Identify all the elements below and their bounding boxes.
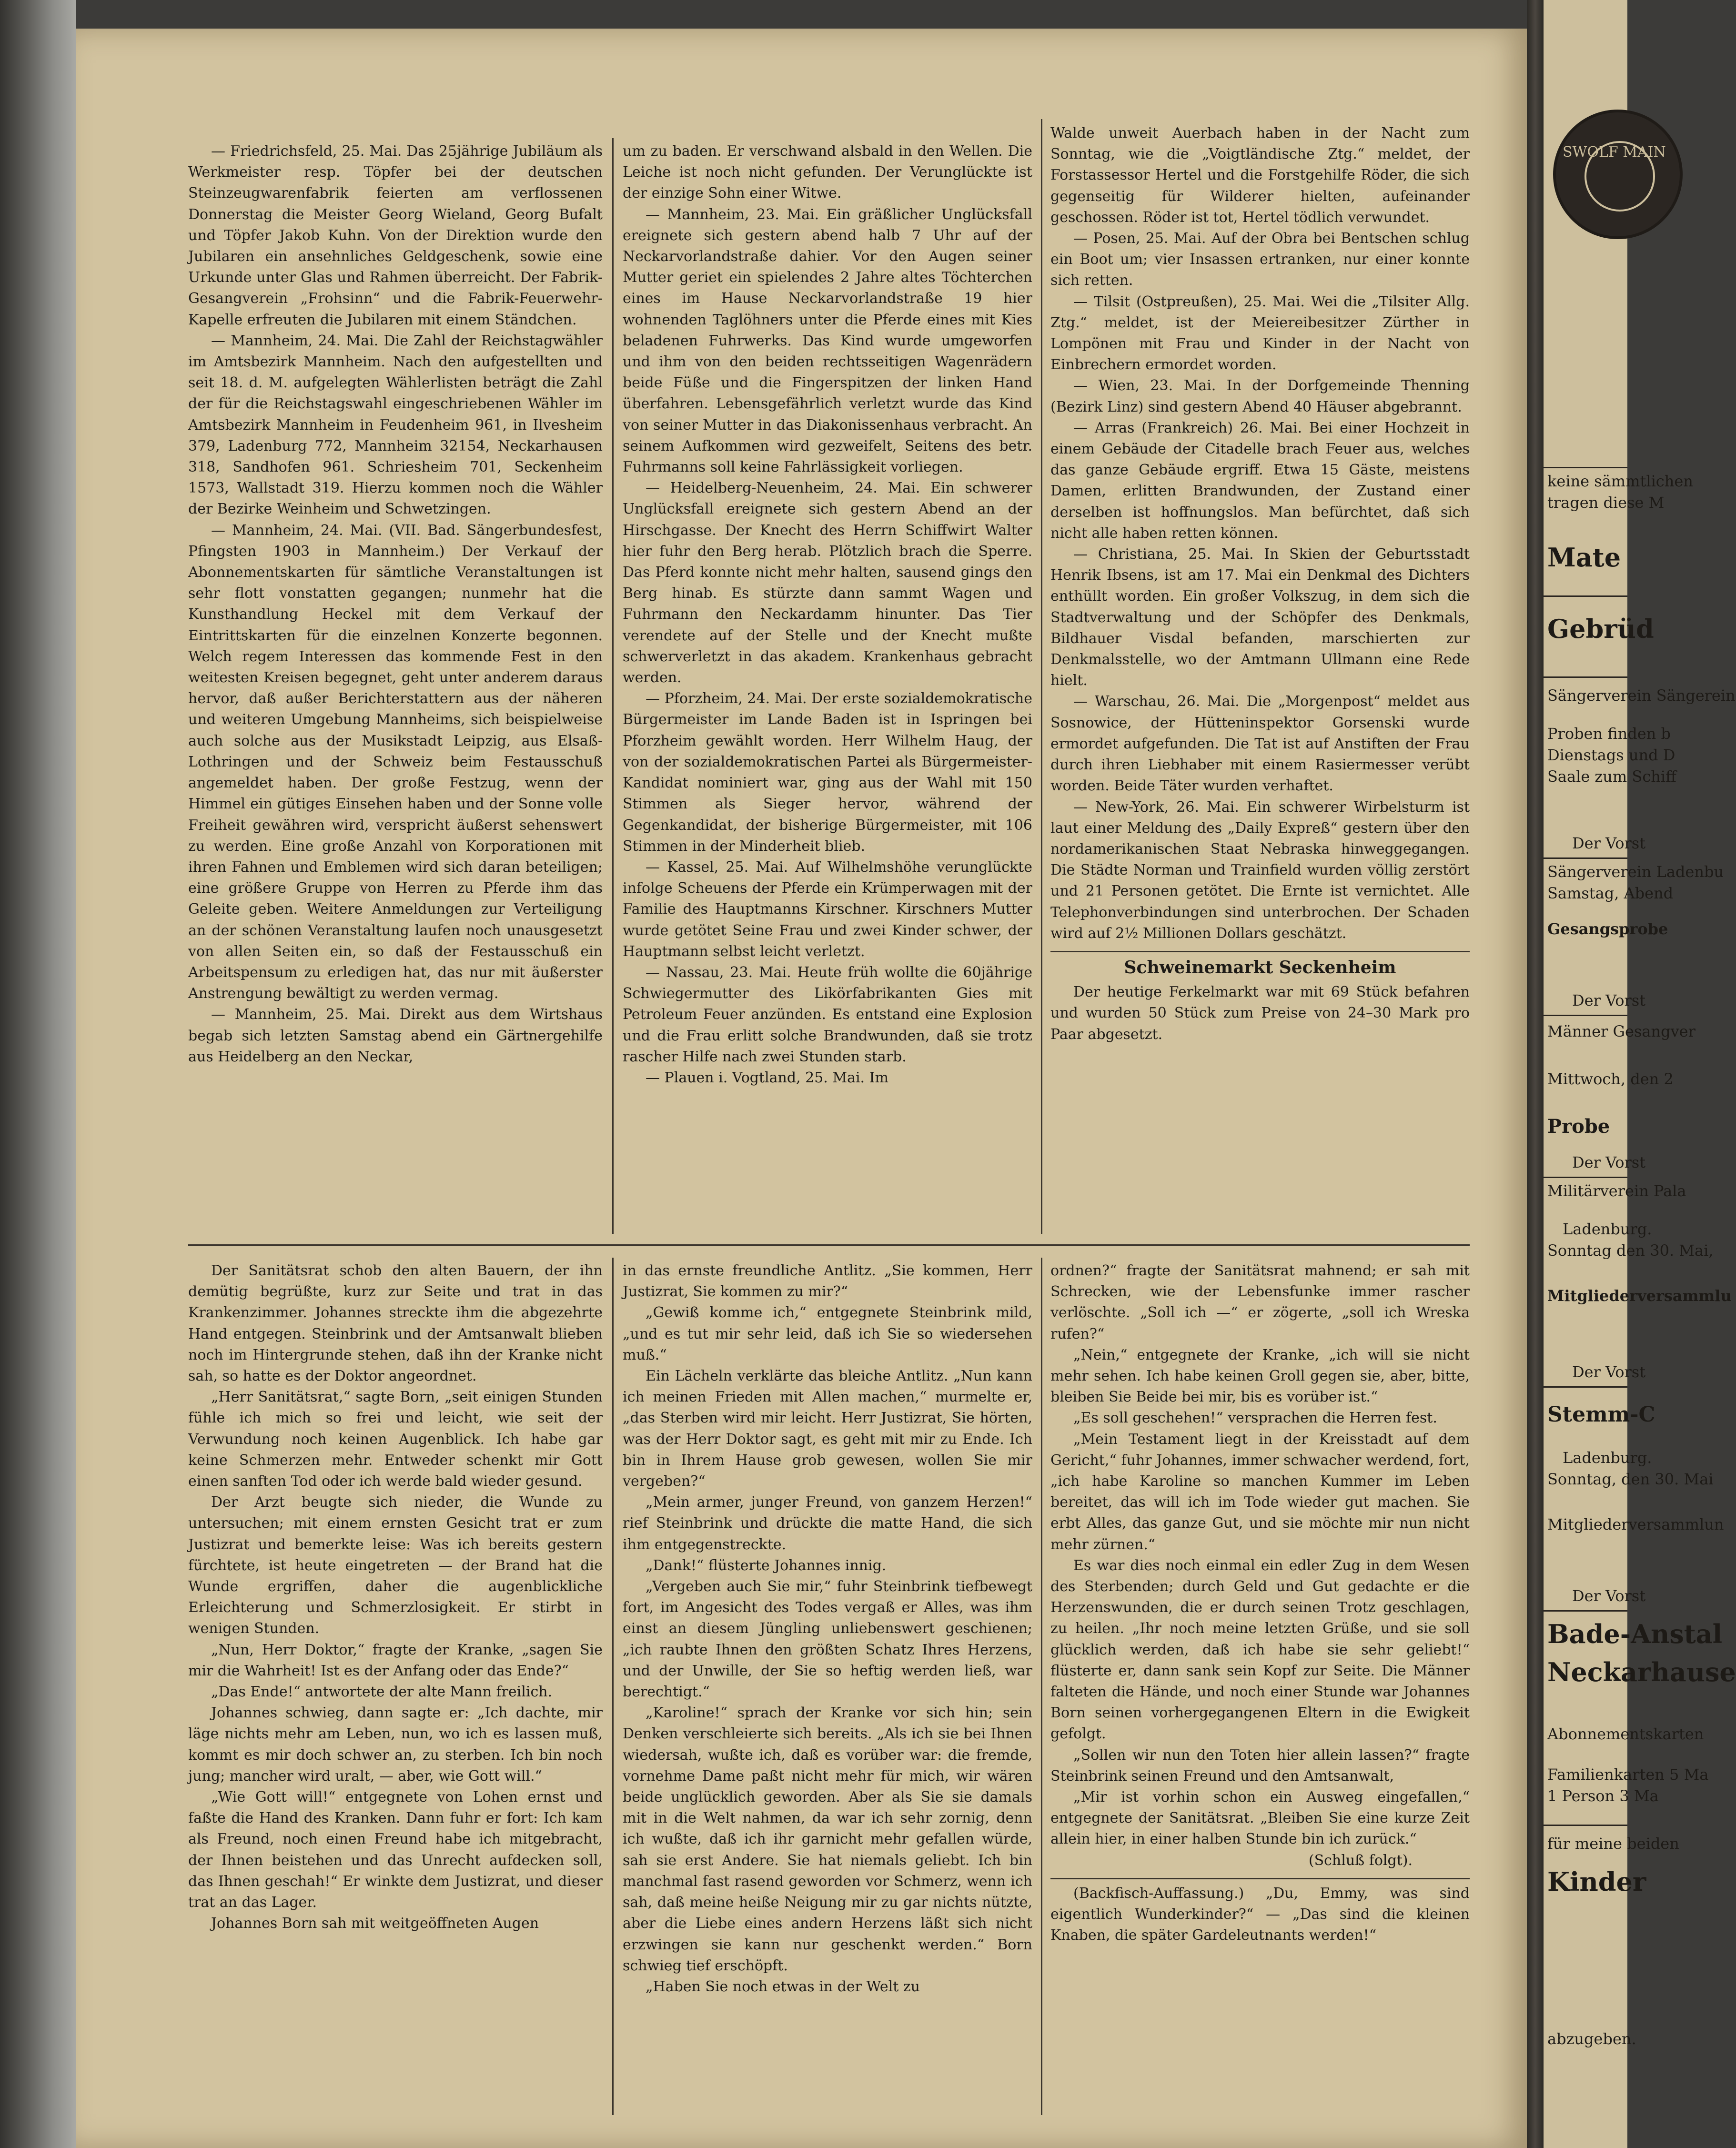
article: — Mannheim, 23. Mai. Ein gräßlicher Unglücksfall ereignete sich gestern abend halb 7 Uhr auf der Neckarvorlandstraße dahier. Vor den Augen seiner Mutter geriet ein spielendes 2 Jahre altes Töchterchen eines im Hause Neckarvorlandstraße 19 hier wohnenden Taglöhners unter die Pferde eines mit Kies beladenen Fuhrwerks. Das Kind wurde umgeworfen und ihm von den beiden rechtsseitigen Wagenrädern beide Füße und die Fingerspitzen der linken Hand überfahren. Lebensgefährlich verletzt wurde das Kind von seiner Mutter in das Diakonissenhaus verbracht. An seinem Aufkommen wird gezweifelt, Seitens des betr. Fuhrmanns soll keine Fahrlässigkeit vorliegen. [623, 206, 1032, 476]
market-report: Der heutige Ferkelmarkt war mit 69 Stück befahren und wurden 50 Stück zum Preise von 24–30 Mark pro Paar abgesetzt. [1050, 984, 1470, 1043]
story-paragraph: „Vergeben auch Sie mir,“ fuhr Steinbrink tiefbewegt fort, im Angesicht des Todes vergaß er Alles, was ihm einst an diesem Jüngling unliebenswert geschienen; „ich raubte Ihnen den größten Schatz Ihres Herzens, und der Unwille, der Sie so heftig werden ließ, war berechtigt.“ [623, 1578, 1032, 1701]
ad-line: Mittwoch, den 2 [1547, 1070, 1674, 1088]
story-paragraph: „Es soll geschehen!“ versprachen die Herren fest. [1073, 1410, 1437, 1427]
ad-line: Mate [1547, 542, 1621, 573]
story-paragraph: „Mein armer, junger Freund, von ganzem Herzen!“ rief Steinbrink und drückte die matte Hand, die sich ihm entgegenstreckte. [623, 1494, 1032, 1553]
ad-line: Samstag, Abend [1547, 884, 1674, 902]
ad-line: für meine beiden [1547, 1835, 1679, 1853]
story-paragraph: ordnen?“ fragte der Sanitätsrat mahnend; er sah mit Schrecken, wie der Lebensfunke immer rascher verlöschte. „Soll ich —“ er zögerte, „soll ich Wreska rufen?“ [1050, 1262, 1470, 1342]
ad-line: keine sämmtlichen [1547, 472, 1693, 490]
ad-line: Der Vorst [1572, 834, 1646, 852]
to-be-continued: (Schluß folgt). [1308, 1852, 1413, 1869]
ad-line: abzugeben. [1547, 2030, 1636, 2048]
ad-line: Bade-Anstal [1547, 1619, 1723, 1649]
story-paragraph: Johannes Born sah mit weitgeöffneten Augen [211, 1915, 539, 1932]
story-paragraph: „Gewiß komme ich,“ entgegnete Steinbrink mild, „und es tut mir sehr leid, daß ich Sie so wiedersehen muß.“ [623, 1304, 1032, 1363]
ad-line: Ladenburg. [1563, 1220, 1652, 1238]
article: — Christiana, 25. Mai. In Skien der Geburtsstadt Henrik Ibsens, ist am 17. Mai ein Denkmal des Dichters enthüllt worden. Ein großer Volkszug, in dem sich die Stadtverwaltung und der Schöpfer des Denkmals, Bildhauer Visdal befanden, marschierten zur Denkmalsstelle, wo der Amtmann Ullmann eine Rede hielt. [1050, 546, 1470, 689]
article: — Posen, 25. Mai. Auf der Obra bei Bentschen schlug ein Boot um; vier Insassen ertranken, nur einer konnte sich retten. [1050, 230, 1470, 289]
column-rule [612, 138, 614, 1234]
story-paragraph: „Mir ist vorhin schon ein Ausweg eingefallen,“ entgegnete der Sanitätsrat. „Bleiben Sie eine kurze Zeit allein hier, in einer halben Stunde bin ich zurück.“ [1050, 1789, 1470, 1848]
column-rule [1041, 119, 1042, 1234]
article: — Friedrichsfeld, 25. Mai. Das 25jährige Jubiläum als Werkmeister resp. Töpfer bei der deutschen Steinzeugwarenfabrik feierten am verflossenen Donnerstag die Meister Georg Wieland, Georg Bufalt und Töpfer Jakob Kuhn. Von der Direktion wurde den Jubilaren ein ansehnliches Geldgeschenk, sowie eine Urkunde unter Glas und Rahmen überreicht. Der Fabrik-Gesangverein „Frohsinn“ und die Fabrik-Feuerwehr-Kapelle erfreuten die Jubilaren mit einem Ständchen. [188, 143, 603, 328]
ad-line: Kinder [1547, 1866, 1646, 1897]
ad-line: Ladenburg. [1563, 1449, 1652, 1467]
article: um zu baden. Er verschwand alsbald in den Wellen. Die Leiche ist noch nicht gefunden. Der Verunglückte ist der einzige Sohn einer Witwe. [623, 143, 1032, 202]
ad-line: Der Vorst [1572, 1587, 1646, 1605]
ad-line: Sonntag den 30. Mai, [1547, 1241, 1714, 1260]
story-paragraph: „Herr Sanitätsrat,“ sagte Born, „seit einigen Stunden fühle ich mich so frei und leicht, wie seit der Verwundung noch keinen Augenblick. Ich habe gar keine Schmerzen mehr. Entweder schenkt mir Gott einen sanften Tod oder ich werde bald wieder gesund. [188, 1389, 603, 1490]
section-rule [1050, 1878, 1470, 1879]
story-paragraph: „Dank!“ flüsterte Johannes innig. [646, 1557, 887, 1574]
ad-line: Probe [1547, 1115, 1610, 1138]
story-paragraph: „Das Ende!“ antwortete der alte Mann freilich. [211, 1684, 553, 1701]
adjacent-page-ads [1544, 0, 1736, 2148]
ad-line: Männer Gesangver [1547, 1022, 1696, 1040]
ad-line: Proben finden b [1547, 725, 1671, 743]
anecdote: (Backfisch-Auffassung.) „Du, Emmy, was sind eigentlich Wunderkinder?“ — „Das sind die kleinen Knaben, die später Gardeleutnants werden!“ [1050, 1885, 1470, 1944]
column-middle-bottom [623, 1261, 1032, 1997]
column-left-top [188, 141, 603, 1068]
story-paragraph: „Sollen wir nun den Toten hier allein lassen?“ fragte Steinbrink seinen Freund und den Amtsanwalt, [1050, 1746, 1470, 1785]
ad-line: Gebrüd [1547, 614, 1654, 644]
story-paragraph: in das ernste freundliche Antlitz. „Sie kommen, Herr Justizrat, Sie kommen zu mir?“ [623, 1262, 1032, 1301]
story-paragraph: „Haben Sie noch etwas in der Welt zu [646, 1978, 920, 1995]
article: — Heidelberg-Neuenheim, 24. Mai. Ein schwerer Unglücksfall ereignete sich gestern Abend an der Hirschgasse. Der Knecht des Herrn Schiffwirt Walter hier fuhr den Berg herab. Plötzlich brach die Sperre. Das Pferd konnte nicht mehr halten, sausend gings den Berg hinab. Es stürzte dann sammt Wagen und Fuhrmann den Neckardamm hinunter. Das Tier verendete auf der Stelle und der Knecht mußte schwerverletzt in das akadem. Krankenhaus gebracht werden. [623, 480, 1032, 686]
article: — Kassel, 25. Mai. Auf Wilhelmshöhe verunglückte infolge Scheuens der Pferde ein Krümperwagen mit der Familie des Hauptmanns Kirschner. Kirschners Mutter wurde getötet Seine Frau und zwei Kinder schwer, der Hauptmann selbst leicht verletzt. [623, 858, 1032, 960]
ad-line: Mitgliederversammlun [1547, 1515, 1724, 1533]
article: — Arras (Frankreich) 26. Mai. Bei einer Hochzeit in einem Gebäude der Citadelle brach Feuer aus, welches das ganze Gebäude ergriff. Etwa 15 Gäste, meistens Damen, erlitten Brandwunden, der Zustand einer derselben ist hoffnungslos. Man befürchtet, daß sich nicht alle haben retten können. [1050, 419, 1470, 542]
ad-line: Gesangsprobe [1547, 920, 1668, 938]
article: — Wien, 23. Mai. In der Dorfgemeinde Thenning (Bezirk Linz) sind gestern Abend 40 Häuser abgebrannt. [1050, 377, 1470, 415]
ad-line: Der Vorst [1572, 991, 1646, 1009]
story-paragraph: Johannes schwieg, dann sagte er: „Ich dachte, mir läge nichts mehr am Leben, nun, wo ich es lassen muß, kommt es mir doch schwer an, zu sterben. Ich bin noch jung; mancher wird uralt, — aber, wie Gott will.“ [188, 1704, 603, 1785]
section-rule [1050, 951, 1470, 952]
story-paragraph: Es war dies noch einmal ein edler Zug in dem Wesen des Sterbenden; durch Geld und Gut gedachte er die Herzenswunden, die er durch seinen Trotz geschlagen, zu heilen. „Ihr noch meine letzten Grüße, und sie soll glücklich werden, daß ich habe sie sehr geliebt!“ flüsterte er, dann sank sein Kopf zur Seite. Die Männer falteten die Hände, und noch einer Stunde war Johannes Born seinen vorhergegangenen Eltern in die Ewigkeit gefolgt. [1050, 1557, 1470, 1743]
ad-line: Sängerverein Sängerein [1547, 686, 1736, 705]
story-paragraph: „Nein,“ entgegnete der Kranke, „ich will sie nicht mehr sehen. Ich habe keinen Groll gegen sie, aber, bitte, bleiben Sie Beide bei mir, bis es vorüber ist.“ [1050, 1346, 1470, 1406]
column-rule [1041, 1258, 1042, 2115]
feuilleton-rule [188, 1244, 1470, 1246]
column-right-bottom [1050, 1261, 1470, 1946]
ad-line: Familienkarten 5 Ma [1547, 1765, 1709, 1784]
story-paragraph: Der Sanitätsrat schob den alten Bauern, der ihn demütig begrüßte, kurz zur Seite und trat in das Krankenzimmer. Johannes streckte ihm die abgezehrte Hand entgegen. Steinbrink und der Amtsanwalt blieben noch im Hintergrunde stehen, daß ihn der Kranke nicht sah, so hatte es der Doktor angeordnet. [188, 1262, 603, 1385]
book-gutter [1527, 0, 1544, 2148]
column-left-bottom [188, 1261, 603, 1935]
ad-line: Militärverein Pala [1547, 1182, 1686, 1200]
book-binding [0, 0, 76, 2148]
article: Walde unweit Auerbach haben in der Nacht zum Sonntag, wie die „Voigtländische Ztg.“ meldet, der Forstassessor Hertel und die Forstgehilfe Röder, die sich gegenseitig für Wilderer hielten, aufeinander geschossen. Röder ist tot, Hertel tödlich verwundet. [1050, 125, 1470, 226]
market-heading: Schweinemarkt Seckenheim [1124, 957, 1396, 978]
ad-line: Mitgliederversammlu [1547, 1287, 1732, 1305]
column-middle-top [623, 141, 1032, 1089]
article: — Nassau, 23. Mai. Heute früh wollte die 60jährige Schwiegermutter des Likörfabrikanten Gies mit Petroleum Feuer anzünden. Es entstand eine Explosion und die Frau erlitt solche Brandwunden, daß sie trotz rascher Hilfe nach zwei Stunden starb. [623, 964, 1032, 1065]
column-rule [612, 1258, 614, 2115]
story-paragraph: „Nun, Herr Doktor,“ fragte der Kranke, „sagen Sie mir die Wahrheit! Ist es der Anfang oder das Ende?“ [188, 1641, 603, 1679]
story-paragraph: Der Arzt beugte sich nieder, die Wunde zu untersuchen; mit einem ernsten Gesicht trat er zum Justizrat und bemerkte leise: Was ich bereits gestern fürchtete, ist heute eingetreten — der Brand hat die Wunde ergriffen, daher die augenblickliche Erleichterung und Schmerzlosigkeit. Er stirbt in wenigen Stunden. [188, 1494, 603, 1637]
story-paragraph: „Karoline!“ sprach der Kranke vor sich hin; sein Denken verschleierte sich bereits. „Als ich sie bei Ihnen wiedersah, wußte ich, daß es vorüber war: die fremde, vornehme Dame paßt nicht mehr für mich, wir wären beide unglücklich geworden. Aber als Sie sie damals mit in die Welt nahmen, da war ich sehr zornig, denn ich wußte, daß ich ihr garnicht mehr gefallen würde, sah sie erst Andere. Sie hat niemals geliebt. Ich bin manchmal fast rasend geworden vor Schmerz, wenn ich sah, daß meine heiße Neigung mir zu gar nichts nützte, aber die Liebe eines andern Herzens läßt sich nicht erzwingen sie kann nur geschenkt werden.“ Born schwieg tief erschöpft. [623, 1704, 1032, 1974]
seal-logo [1553, 110, 1683, 239]
seal-caption: SWOLF MAIN [1563, 144, 1666, 161]
story-paragraph: „Wie Gott will!“ entgegnete von Lohen ernst und faßte die Hand des Kranken. Dann fuhr er fort: Ich kam als Freund, noch einen Freund habe ich mitgebracht, der Ihnen beistehen und das Unrecht aufdecken soll, das Ihnen geschah!“ Er winkte dem Justizrat, und dieser trat an das Lager. [188, 1789, 603, 1911]
article: — Tilsit (Ostpreußen), 25. Mai. Wei die „Tilsiter Allg. Ztg.“ meldet, ist der Meiereibesitzer Zürther in Lompönen mit Frau und Kinder in der Nacht von Einbrechern ermordet worden. [1050, 293, 1470, 373]
article: — Pforzheim, 24. Mai. Der erste sozialdemokratische Bürgermeister im Lande Baden ist in Ispringen bei Pforzheim gewählt worden. Herr Wilhelm Haug, der von der sozialdemokratischen Partei als Bürgermeister-Kandidat nominiert war, ging aus der Wahl mit 150 Stimmen als Sieger hervor, während der Gegenkandidat, der bisherige Bürgermeister, mit 106 Stimmen in der Minderheit blieb. [623, 690, 1032, 855]
ad-line: Der Vorst [1572, 1153, 1646, 1171]
ad-line: tragen diese M [1547, 494, 1665, 512]
article: — New-York, 26. Mai. Ein schwerer Wirbelsturm ist laut einer Meldung des „Daily Expreß“ gestern über den nordamerikanischen Staat Nebraska hinweggegangen. Die Städte Norman und Trainfield wurden völlig zerstört und 21 Personen getötet. Die Ernte ist vernichtet. Alle Telephonverbindungen sind unterbrochen. Der Schaden wird auf 2½ Millionen Dollars geschätzt. [1050, 798, 1470, 942]
ad-line: Dienstags und D [1547, 746, 1675, 764]
ad-line: Der Vorst [1572, 1363, 1646, 1381]
ad-line: Neckarhause [1547, 1657, 1736, 1687]
ad-line: Sonntag, den 30. Mai [1547, 1470, 1714, 1488]
story-paragraph: Ein Lächeln verklärte das bleiche Antlitz. „Nun kann ich meinen Frieden mit Allen machen,“ murmelte er, „das Sterben wird mir leicht. Herr Justizrat, Sie hörten, was der Herr Doktor sagt, es geht mit mir zu Ende. Ich bin in Ihrem Hause grob gewesen, wollen Sie mir vergeben?“ [623, 1368, 1032, 1490]
ad-line: Abonnementskarten [1547, 1725, 1704, 1743]
column-right-top [1050, 123, 1470, 1045]
article: — Mannheim, 24. Mai. Die Zahl der Reichstagwähler im Amtsbezirk Mannheim. Nach den aufgestellten und seit 18. d. M. aufgelegten Wählerlisten beträgt die Zahl der für die Reichstagswahl eingeschriebenen Wähler im Amtsbezirk Mannheim in Feudenheim 961, in Ilvesheim 379, Ladenburg 772, Mannheim 32154, Neckarhausen 318, Sandhofen 961. Schriesheim 701, Seckenheim 1573, Wallstadt 319. Hierzu kommen noch die Wähler der Bezirke Weinheim und Schwetzingen. [188, 332, 603, 518]
ad-line: Saale zum Schiff [1547, 767, 1676, 786]
ad-line: Stemm-C [1547, 1402, 1655, 1427]
article: — Mannheim, 25. Mai. Direkt aus dem Wirtshaus begab sich letzten Samstag abend ein Gärtnergehilfe aus Heidelberg an den Neckar, [188, 1006, 603, 1065]
ad-line: 1 Person 3 Ma [1547, 1787, 1659, 1805]
article: — Warschau, 26. Mai. Die „Morgenpost“ meldet aus Sosnowice, der Hütteninspektor Gorsenski wurde ermordet aufgefunden. Die Tat ist auf Anstiften der Frau durch ihren Liebhaber mit einem Rasiermesser verübt worden. Beide Täter wurden verhaftet. [1050, 693, 1470, 795]
article: — Plauen i. Vogtland, 25. Mai. Im [646, 1069, 888, 1086]
ad-line: Sängerverein Ladenbu [1547, 863, 1724, 881]
article: — Mannheim, 24. Mai. (VII. Bad. Sängerbundesfest, Pfingsten 1903 in Mannheim.) Der Verkauf der Abonnementskarten für sämtliche Veranstaltungen ist sehr flott vonstatten gegangen; nunmehr hat die Kunsthandlung Heckel mit dem Verkauf der Eintrittskarten für die einzelnen Konzerte begonnen. Welch regem Interessen das kommende Fest in den weitesten Kreisen begegnet, geht unter anderem daraus hervor, daß außer Berichterstattern aus der näheren und weiteren Umgebung Mannheims, sich beispielweise auch solche aus der Musikstadt Leipzig, aus Elsaß-Lothringen und der Schweiz beim Festausschuß angemeldet haben. Der große Festzug, wenn der Himmel ein gütiges Einsehen haben und der Sonne volle Freiheit gewähren wird, verspricht äußerst sehenswert zu werden. Eine große Anzahl von Korporationen mit ihren Fahnen und Emblemen wird sich daran beteiligen; eine größere Gruppe von Herren zu Pferde ihm das Geleite geben. Weitere Anmeldungen zur Verteiligung an der schönen Veranstaltung laufen noch unausgesetzt von allen Seiten ein, so daß der Festausschuß ein Arbeitspensum zu erledigen hat, das nur mit äußerster Anstrengung bewältigt zu werden vermag. [188, 522, 603, 1002]
story-paragraph: „Mein Testament liegt in der Kreisstadt auf dem Gericht,“ fuhr Johannes, immer schwacher werdend, fort, „ich habe Karoline so manchen Kummer im Leben bereitet, das will ich im Tode wieder gut machen. Sie erbt Alles, das ganze Gut, und sie möchte mir nun nicht mehr zürnen.“ [1050, 1431, 1470, 1553]
